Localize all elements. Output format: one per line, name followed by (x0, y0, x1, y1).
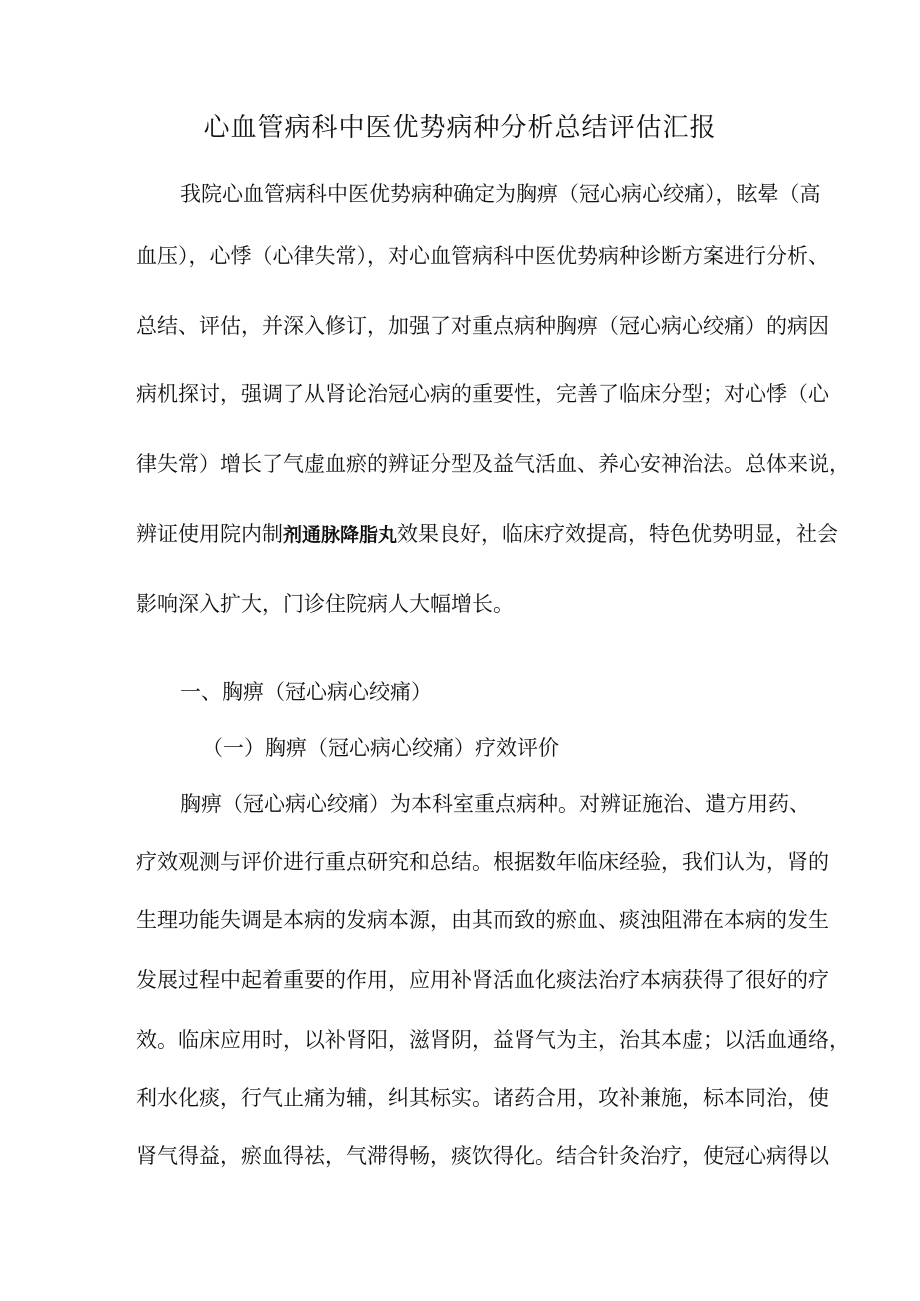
body-line-3: 生理功能失调是本病的发病本源，由其而致的瘀血、痰浊阻滞在本病的发生 (136, 908, 829, 932)
document-title: 心血管病科中医优势病种分析总结评估汇报 (203, 113, 717, 143)
subsection-heading: （一）胸痹（冠心病心绞痛）疗效评价 (202, 736, 559, 760)
intro-line-7: 影响深入扩大，门诊住院病人大幅增长。 (136, 592, 514, 616)
intro-line-6 (136, 518, 839, 551)
intro-line-4: 病机探讨，强调了从肾论治冠心病的重要性，完善了临床分型；对心悸（心 (136, 382, 829, 406)
intro-line-2: 血压），心悸（心律失常），对心血管病科中医优势病种诊断方案进行分析、 (136, 244, 829, 268)
body-line-1: 胸痹（冠心病心绞痛）为本科室重点病种。对辨证施治、遣方用药、 (180, 792, 810, 816)
hospital-drug-name: 剂通脉降脂丸 (283, 524, 398, 546)
intro-line-1: 我院心血管病科中医优势病种确定为胸痹（冠心病心绞痛），眩晕（高 (180, 182, 821, 206)
body-line-5: 效。临床应用时，以补肾阳，滋肾阴，益肾气为主，治其本虚；以活血通络， (136, 1028, 850, 1052)
intro-line-6-start: 辨证使用院内制 (136, 522, 283, 546)
body-line-6: 利水化痰，行气止痛为辅，纠其标实。诸药合用，攻补兼施，标本同治，使 (136, 1086, 829, 1110)
intro-line-3: 总结、评估，并深入修订，加强了对重点病种胸痹（冠心病心绞痛）的病因 (136, 314, 829, 338)
section-heading: 一、胸痹（冠心病心绞痛） (180, 680, 432, 704)
body-line-4: 发展过程中起着重要的作用，应用补肾活血化痰法治疗本病获得了很好的疗 (136, 968, 829, 992)
body-line-7: 肾气得益，瘀血得祛，气滞得畅，痰饮得化。结合针灸治疗，使冠心病得以 (136, 1144, 829, 1168)
intro-line-6-end: 效果良好，临床疗效提高，特色优势明显，社会 (397, 522, 839, 546)
intro-line-5: 律失常）增长了气虚血瘀的辨证分型及益气活血、养心安神治法。总体来说， (136, 452, 850, 476)
body-line-2: 疗效观测与评价进行重点研究和总结。根据数年临床经验，我们认为，肾的 (136, 850, 829, 874)
